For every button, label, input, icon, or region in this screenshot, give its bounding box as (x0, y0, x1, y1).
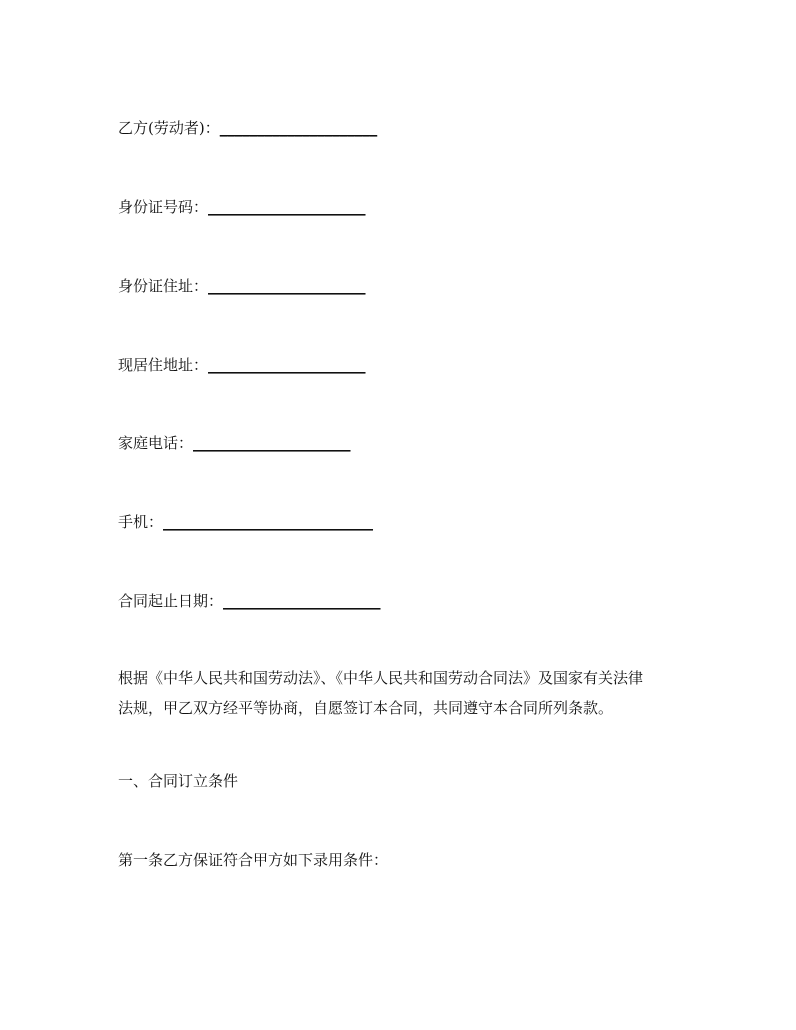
field-contract-period (118, 591, 381, 611)
field-party-b (118, 118, 377, 138)
fill-in-blank: _____________________ (193, 434, 351, 452)
field-current-address (118, 355, 366, 375)
field-label: 合同起止日期： (118, 592, 224, 610)
field-label: 身份证号码： (118, 198, 209, 216)
field-label: 乙方(劳动者)： (118, 119, 220, 137)
fill-in-blank: _____________________ (208, 356, 366, 374)
field-label: 手机： (118, 513, 164, 531)
field-label: 现居住地址： (118, 356, 209, 374)
fill-in-blank: _____________________ (208, 198, 366, 216)
field-home-phone (118, 433, 351, 453)
field-label: 身份证住址： (118, 277, 209, 295)
fill-in-blank: _____________________ (223, 592, 381, 610)
fill-in-blank: _____________________ (208, 277, 366, 295)
article-1: 第一条乙方保证符合甲方如下录用条件： (118, 851, 389, 869)
field-id-address (118, 276, 366, 296)
fill-in-blank: ____________________________ (163, 513, 374, 531)
field-label: 家庭电话： (118, 434, 194, 452)
preamble-line-1: 根据《中华人民共和国劳动法》、《中华人民共和国劳动合同法》及国家有关法律 (118, 669, 644, 687)
fill-in-blank: _____________________ (219, 119, 378, 137)
field-mobile (118, 512, 373, 532)
section-heading: 一、合同订立条件 (118, 772, 239, 790)
field-id-number (118, 197, 366, 217)
preamble-line-2: 法规，甲乙双方经平等协商，自愿签订本合同，共同遵守本合同所列条款。 (118, 699, 614, 717)
preamble-paragraph (118, 663, 698, 723)
